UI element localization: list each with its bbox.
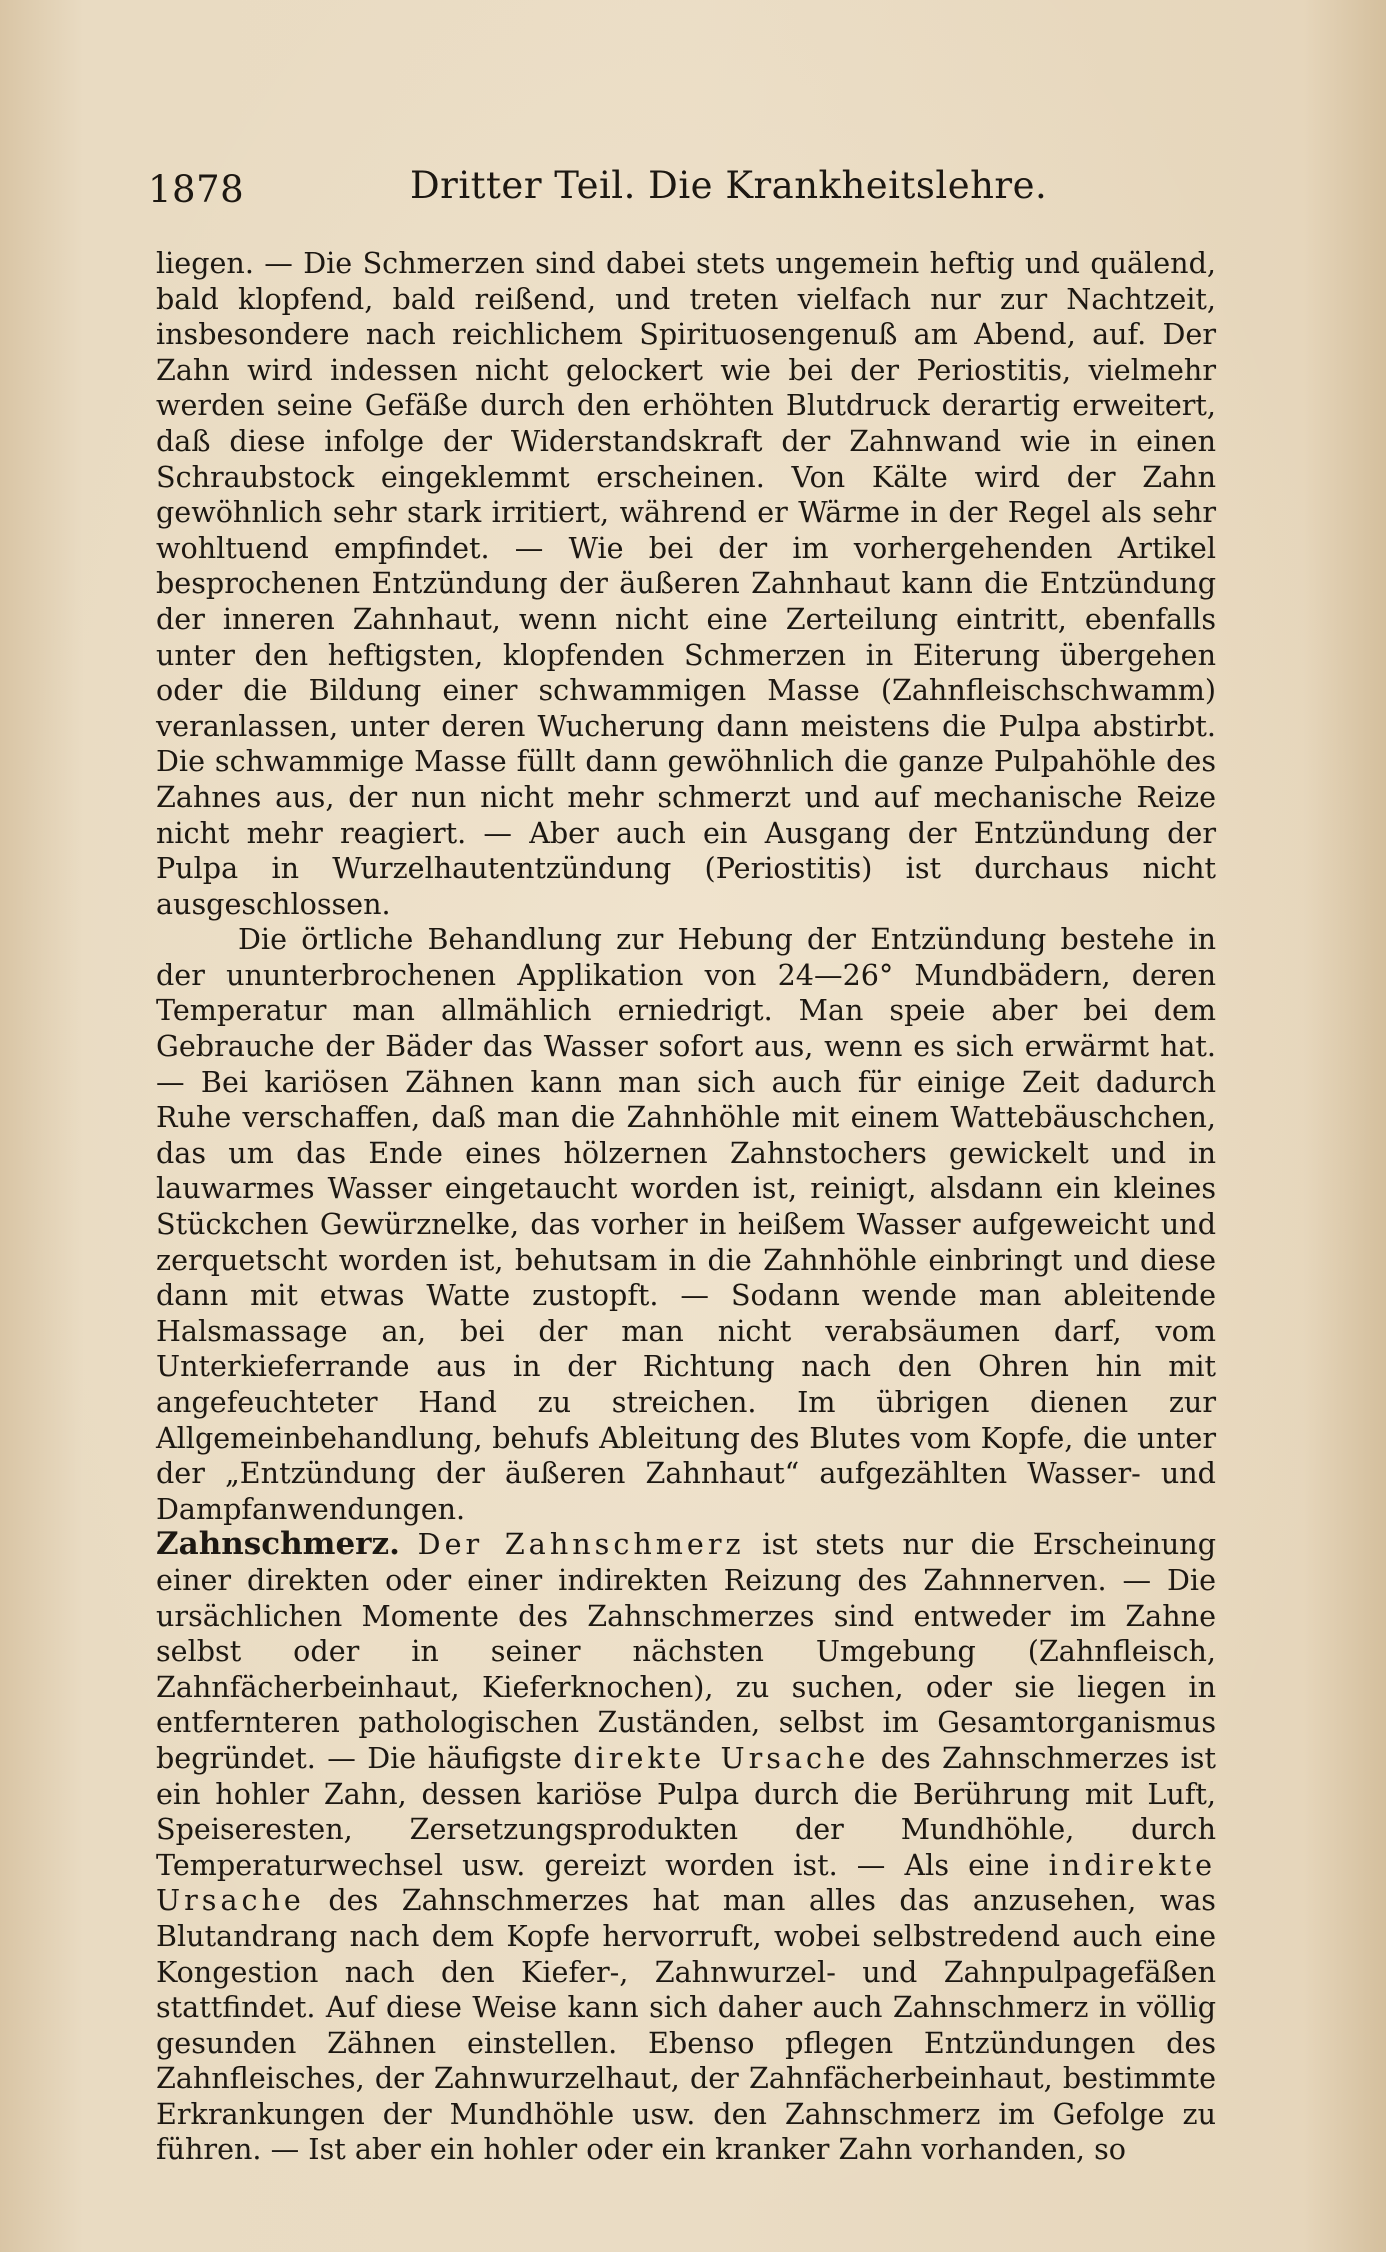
section-term: Zahnschmerz. xyxy=(156,1526,400,1563)
spaced-emphasis: indirekte Ursache xyxy=(156,1847,1216,1918)
page-number: 1878 xyxy=(148,168,245,211)
running-head: Dritter Teil. Die Krankheitslehre. xyxy=(410,164,1048,207)
paragraph: liegen. — Die Schmerzen sind dabei stets ungemein heftig und quälend, bald klopfend, bald reißend, und treten vielfach nur zur Nachtzeit, insbesondere nach reichlichem Spirituosengenuß am Abend, auf. Der Zahn wird indessen nicht gelockert wie bei der Periostitis, vielmehr werden seine Gefäße durch den erhöhten Blutdruck derartig erweitert, daß diese infolge der Widerstandskraft der Zahnwand wie in einen Schraubstock eingeklemmt erscheinen. Von Kälte wird der Zahn gewöhnlich sehr stark irritiert, während er Wärme in der Regel als sehr wohltuend empfindet. — Wie bei der im vorhergehenden Artikel besprochenen Entzündung der äußeren Zahnhaut kann die Entzündung der inneren Zahnhaut, wenn nicht eine Zerteilung eintritt, ebenfalls unter den heftigsten, klopfenden Schmerzen in Eiterung übergehen oder die Bildung einer schwammigen Masse (Zahnfleischschwamm) veranlassen, unter deren Wucherung dann meistens die Pulpa abstirbt. Die schwammige Masse füllt dann gewöhnlich die ganze Pulpahöhle des Zahnes aus, der nun nicht mehr schmerzt und auf mechanische Reize nicht mehr reagiert. — Aber auch ein Ausgang der Entzündung der Pulpa in Wurzelhautentzündung (Periostitis) ist durchaus nicht ausgeschlossen. xyxy=(156,246,1216,921)
spaced-emphasis: Der Zahnschmerz xyxy=(417,1527,745,1562)
page-header xyxy=(148,160,1228,216)
section-text: des Zahnschmerzes hat man alles das anzusehen, was Blutandrang nach dem Kopfe hervorruft, wobei selbstredend auch eine Kongestion nach den Kiefer-, Zahnwurzel- und Zahnpulpagefäßen stattfindet. Auf diese Weise kann sich daher auch Zahnschmerz in völlig gesunden Zähnen einstellen. Ebenso pflegen Entzündungen des Zahnfleisches, der Zahnwurzelhaut, der Zahnfächerbeinhaut, bestimmte Erkrankungen der Mundhöhle usw. den Zahnschmerz im Gefolge zu führen. — Ist aber ein hohler oder ein kranker Zahn vorhanden, so xyxy=(156,1883,1216,2167)
spaced-emphasis: direkte Ursache xyxy=(573,1740,870,1775)
section-text: des Zahnschmerzes ist ein hohler Zahn, dessen kariöse Pulpa durch die Berührung mit Luft, Speiseresten, Zersetzungsprodukten der Mundhöhle, durch Temperaturwechsel usw. gereizt worden ist. — Als eine xyxy=(156,1740,1216,1882)
paragraph: Die örtliche Behandlung zur Hebung der Entzündung bestehe in der ununterbrochenen Applikation von 24—26° Mundbädern, deren Temperatur man allmählich erniedrigt. Man speie aber bei dem Gebrauche der Bäder das Wasser sofort aus, wenn es sich erwärmt hat. — Bei kariösen Zähnen kann man sich auch für einige Zeit dadurch Ruhe verschaffen, daß man die Zahnhöhle mit einem Wattebäuschchen, das um das Ende eines hölzernen Zahnstochers gewickelt und in lauwarmes Wasser eingetaucht worden ist, reinigt, alsdann ein kleines Stückchen Gewürznelke, das vorher in heißem Wasser aufgeweicht und zerquetscht worden ist, behutsam in die Zahnhöhle einbringt und diese dann mit etwas Watte zustopft. — Sodann wende man ableitende Halsmassage an, bei der man nicht verabsäumen darf, vom Unterkieferrande aus in der Richtung nach den Ohren hin mit angefeuchteter Hand zu streichen. Im übrigen dienen zur Allgemeinbehandlung, behufs Ableitung des Blutes vom Kopfe, die unter der „Entzündung der äußeren Zahnhaut“ aufgezählten Wasser- und Dampfanwendungen. xyxy=(156,922,1216,1526)
section-text: ist stets nur die Erscheinung einer direkten oder einer indirekten Reizung des Zahnnerven. — Die ursächlichen Momente des Zahnschmerzes sind entweder im Zahne selbst oder in seiner nächsten Umgebung (Zahnfleisch, Zahnfächerbeinhaut, Kieferknochen), zu suchen, oder sie liegen in entfernteren pathologischen Zuständen, selbst im Gesamtorganismus begründet. — Die häufigste xyxy=(156,1527,1216,1775)
section-zahnschmerz xyxy=(156,1527,1216,2168)
body-text xyxy=(156,246,1216,2168)
